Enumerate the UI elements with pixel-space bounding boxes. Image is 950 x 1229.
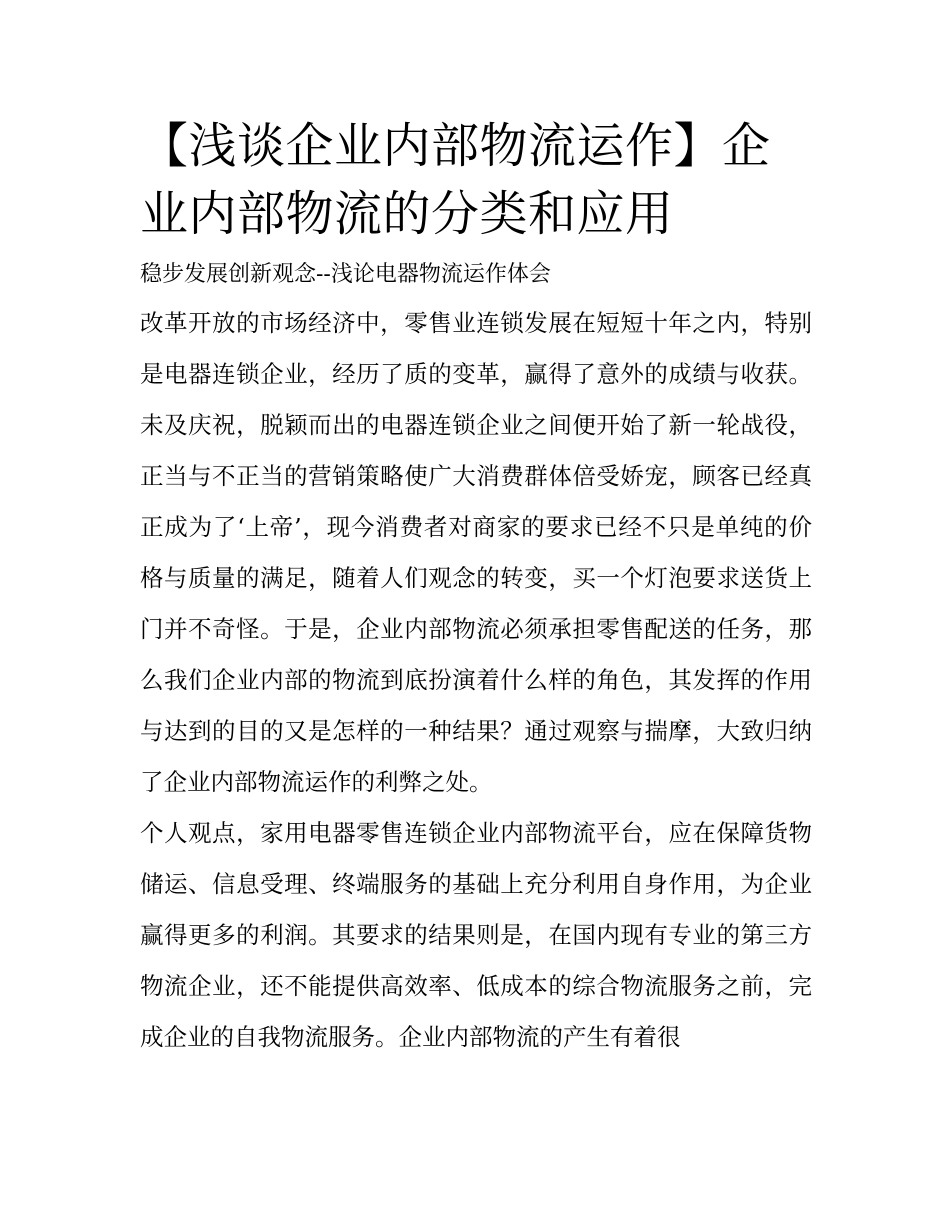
document-title: 【浅谈企业内部物流运作】企业内部物流的分类和应用 [140, 118, 771, 242]
paragraph-1: 改革开放的市场经济中，零售业连锁发展在短短十年之内，特别是电器连锁企业，经历了质的变革，赢得了意外的成绩与收获。未及庆祝，脱颖而出的电器连锁企业之间便开始了新一轮战役，正当与不正当的营销策略使广大消费群体倍受娇宠，顾客已经真正成为了‘上帝’，现今消费者对商家的要求已经不只是单纯的价格与质量的满足，随着人们观念的转变，买一个灯泡要求送货上门并不奇怪。于是，企业内部物流必须承担零售配送的任务，那么我们企业内部的物流到底扮演着什么样的角色，其发挥的作用与达到的目的又是怎样的一种结果？通过观察与揣摩，大致归纳了企业内部物流运作的利弊之处。 [140, 309, 812, 796]
paragraph-2: 个人观点，家用电器零售连锁企业内部物流平台，应在保障货物储运、信息受理、终端服务的基础上充分利用自身作用，为企业赢得更多的利润。其要求的结果则是，在国内现有专业的第三方物流企业，还不能提供高效率、低成本的综合物流服务之前，完成企业的自我物流服务。企业内部物流的产生有着很 [140, 819, 812, 1051]
document-body [140, 112, 812, 1063]
document-subtitle: 稳步发展创新观念--浅论电器物流运作体会 [140, 262, 551, 287]
